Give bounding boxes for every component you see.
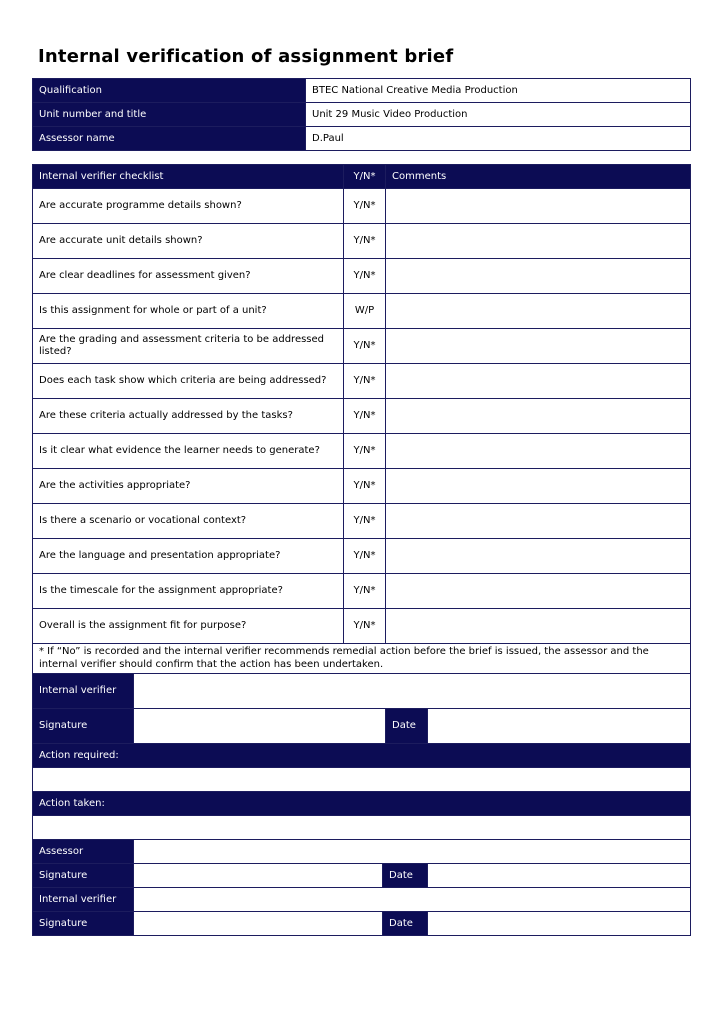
action-verifier-signature-row	[33, 912, 691, 936]
action-taken-row	[33, 816, 691, 840]
detail-row-unit	[33, 103, 691, 127]
checklist-question: Are the language and presentation appropriate?	[33, 539, 344, 574]
checklist-question: Are clear deadlines for assessment given?	[33, 259, 344, 294]
checklist-question: Are the activities appropriate?	[33, 469, 344, 504]
unit-label: Unit number and title	[33, 103, 306, 127]
checklist-yn[interactable]: Y/N*	[344, 574, 386, 609]
checklist-yn[interactable]: Y/N*	[344, 504, 386, 539]
checklist-comment[interactable]	[386, 189, 691, 224]
page-title: Internal verification of assignment brief	[38, 46, 454, 67]
assessor-name-label: Assessor name	[33, 127, 306, 151]
verifier-date-field[interactable]	[428, 709, 691, 744]
checklist-row	[33, 329, 691, 364]
checklist-row	[33, 224, 691, 259]
verifier-signature-label: Signature	[33, 709, 134, 744]
checklist-comment[interactable]	[386, 399, 691, 434]
checklist-row	[33, 434, 691, 469]
checklist-question: Are accurate unit details shown?	[33, 224, 344, 259]
verifier-signature-row	[33, 709, 691, 744]
action-verifier-date-label: Date	[383, 912, 428, 936]
action-required-row	[33, 768, 691, 792]
assessor-date-field[interactable]	[428, 864, 691, 888]
checklist-question: Does each task show which criteria are being addressed?	[33, 364, 344, 399]
detail-row-assessor	[33, 127, 691, 151]
checklist-yn[interactable]: Y/N*	[344, 329, 386, 364]
checklist-row	[33, 364, 691, 399]
checklist-comment[interactable]	[386, 504, 691, 539]
details-table	[32, 78, 691, 151]
checklist-row	[33, 574, 691, 609]
checklist-note-row	[33, 644, 691, 674]
checklist-question: Is this assignment for whole or part of a unit?	[33, 294, 344, 329]
checklist-yn[interactable]: Y/N*	[344, 224, 386, 259]
assessor-label: Assessor	[33, 840, 134, 864]
checklist-question: Are these criteria actually addressed by the tasks?	[33, 399, 344, 434]
internal-verifier-field[interactable]	[134, 674, 691, 709]
assessor-date-label: Date	[383, 864, 428, 888]
checklist-row	[33, 399, 691, 434]
checklist-yn[interactable]: Y/N*	[344, 469, 386, 504]
action-required-field[interactable]	[33, 768, 691, 792]
checklist-row	[33, 294, 691, 329]
internal-verifier-label: Internal verifier	[33, 674, 134, 709]
action-verifier-label: Internal verifier	[33, 888, 134, 912]
internal-verifier-row	[33, 674, 691, 709]
checklist-comment[interactable]	[386, 259, 691, 294]
checklist-comment[interactable]	[386, 574, 691, 609]
action-required-header	[33, 744, 691, 768]
assessor-name-value[interactable]: D.Paul	[306, 127, 691, 151]
qualification-value[interactable]: BTEC National Creative Media Production	[306, 79, 691, 103]
checklist-question: Is there a scenario or vocational context?	[33, 504, 344, 539]
verifier-signature-field[interactable]	[134, 709, 386, 744]
checklist-comment[interactable]	[386, 224, 691, 259]
checklist-question: Overall is the assignment fit for purpose?	[33, 609, 344, 644]
checklist-header	[33, 165, 691, 189]
action-verifier-date-field[interactable]	[428, 912, 691, 936]
checklist-table	[32, 164, 691, 744]
checklist-header-comments: Comments	[386, 165, 691, 189]
checklist-header-yn: Y/N*	[344, 165, 386, 189]
action-required-label: Action required:	[33, 744, 691, 768]
assessor-signature-field[interactable]	[134, 864, 383, 888]
action-verifier-field[interactable]	[134, 888, 691, 912]
checklist-yn[interactable]: Y/N*	[344, 259, 386, 294]
checklist-row	[33, 259, 691, 294]
checklist-row	[33, 189, 691, 224]
checklist-yn[interactable]: Y/N*	[344, 609, 386, 644]
checklist-row	[33, 609, 691, 644]
checklist-comment[interactable]	[386, 539, 691, 574]
assessor-signature-label: Signature	[33, 864, 134, 888]
checklist-comment[interactable]	[386, 364, 691, 399]
checklist-row	[33, 504, 691, 539]
remedial-action-note: * If “No” is recorded and the internal verifier recommends remedial action before the brief is issued, the assessor and the internal verifier should confirm that the action has been undertaken.	[33, 644, 691, 674]
checklist-comment[interactable]	[386, 609, 691, 644]
checklist-yn[interactable]: W/P	[344, 294, 386, 329]
action-verifier-signature-field[interactable]	[134, 912, 383, 936]
checklist-row	[33, 469, 691, 504]
checklist-yn[interactable]: Y/N*	[344, 399, 386, 434]
action-table	[32, 743, 691, 936]
qualification-label: Qualification	[33, 79, 306, 103]
checklist-comment[interactable]	[386, 469, 691, 504]
checklist-question: Are the grading and assessment criteria to be addressed listed?	[33, 329, 344, 364]
unit-value[interactable]: Unit 29 Music Video Production	[306, 103, 691, 127]
action-verifier-signature-label: Signature	[33, 912, 134, 936]
checklist-question: Is the timescale for the assignment appropriate?	[33, 574, 344, 609]
checklist-question: Are accurate programme details shown?	[33, 189, 344, 224]
assessor-field[interactable]	[134, 840, 691, 864]
checklist-row	[33, 539, 691, 574]
action-taken-header	[33, 792, 691, 816]
verifier-date-label: Date	[386, 709, 428, 744]
action-taken-label: Action taken:	[33, 792, 691, 816]
action-verifier-row	[33, 888, 691, 912]
checklist-yn[interactable]: Y/N*	[344, 364, 386, 399]
checklist-yn[interactable]: Y/N*	[344, 539, 386, 574]
action-taken-field[interactable]	[33, 816, 691, 840]
checklist-header-question: Internal verifier checklist	[33, 165, 344, 189]
assessor-row	[33, 840, 691, 864]
detail-row-qualification	[33, 79, 691, 103]
checklist-comment[interactable]	[386, 294, 691, 329]
assessor-signature-row	[33, 864, 691, 888]
checklist-comment[interactable]	[386, 329, 691, 364]
checklist-question: Is it clear what evidence the learner needs to generate?	[33, 434, 344, 469]
checklist-yn[interactable]: Y/N*	[344, 189, 386, 224]
checklist-comment[interactable]	[386, 434, 691, 469]
checklist-yn[interactable]: Y/N*	[344, 434, 386, 469]
